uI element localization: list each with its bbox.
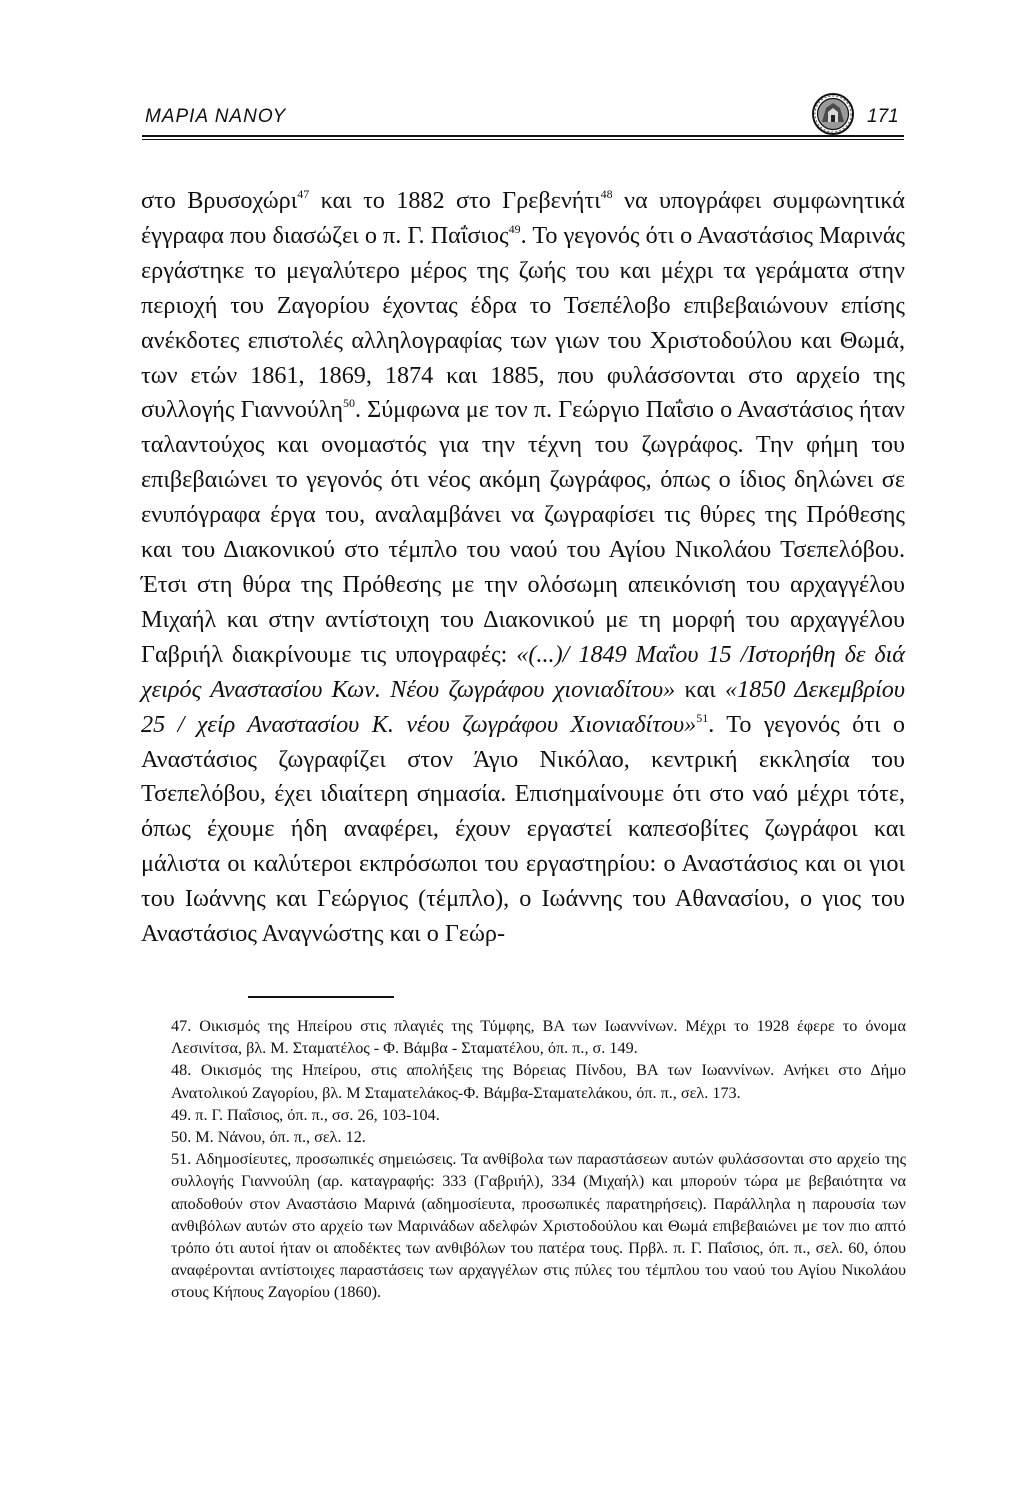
footnote-48: 48. Οικισμός της Ηπείρου, στις απολήξεις της Βόρειας Πίνδου, ΒΑ των Ιωαννίνων. Ανήκει στο Δήμο Ανατολικού Ζαγορίου, βλ. Μ Σταματελάκος-Φ. Βάμβα-Σταματελάκου, όπ. π., σελ. 173. xyxy=(171,1061,906,1102)
footnote-ref-51: 51 xyxy=(696,710,709,725)
running-header xyxy=(142,92,904,162)
inscription-quote-2: «1850 Δεκεμβρίου 25 / χείρ Αναστασίου Κ. νέου ζωγράφου Χιονιαδίτου» xyxy=(141,675,905,738)
body-text-run: . Το γεγονός ότι ο Αναστάσιος Μαρινάς εργάστηκε το μεγαλύτερο μέρος της ζωής του και μέχρι τα γεράματα στην περιοχή του Ζαγορίου έχοντας έδρα το Τσεπέλοβο επιβεβαιώνουν επίσης ανέκδοτες επιστολές αλληλογραφίας των γιων του Χριστοδούλου και Θωμά, των ετών 1861, 1869, 1874 και 1885, που φυλάσσονται στο αρχείο της συλλογής Γιαννούλη xyxy=(141,221,905,424)
header-rule xyxy=(142,135,904,137)
footnote-50: 50. Μ. Νάνου, όπ. π., σελ. 12. xyxy=(171,1128,366,1147)
footnote-separator xyxy=(248,996,394,998)
emblem-seal-icon xyxy=(811,92,855,136)
footnote-ref-49: 49 xyxy=(508,221,521,236)
body-text-run: . Το γεγονός ότι ο Αναστάσιος ζωγραφίζει στον Άγιο Νικόλαο, κεντρική εκκλησία του Τσεπελόβου, έχει ιδιαίτερη σημασία. Επισημαίνουμε ότι στο ναό μέχρι τότε, όπως έχουμε ήδη αναφέρει, έχουν εργαστεί καπεσοβίτες ζωγράφοι και μάλιστα οι καλύτεροι εκπρόσωποι του εργαστηρίου: ο Αναστάσιος και οι γιοι του Ιωάννης και Γεώργιος (τέμπλο), ο Ιωάννης του Αθανασίου, ο γιος του Αναστάσιος Αναγνώστης και ο Γεώρ- xyxy=(141,710,905,948)
inscription-quote-1: «(...)/ 1849 Μαΐου 15 /Ιστορήθη δε διά χειρός Αναστασίου Κων. Νέου ζωγράφου χιονιαδίτου» xyxy=(141,640,906,703)
body-text-run: . Σύμφωνα με τον π. Γεώργιο Παΐσιο ο Αναστάσιος ήταν ταλαντούχος και ονομαστός για την τέχνη του ζωγράφος. Την φήμη του επιβεβαιώνει το γεγονός ότι νέος ακόμη ζωγράφος, όπως ο ίδιος δηλώνει σε ενυπόγραφα έργα του, αναλαμβάνει να ζωγραφίσει τις θύρες της Πρόθεσης και του Διακονικού στο τέμπλο του ναού του Αγίου Νικολάου Τσεπελόβου. Έτσι στη θύρα της Πρόθεσης με την ολόσωμη απεικόνιση του αρχαγγέλου Μιχαήλ και στην αντίστοιχη του Διακονικού με τη μορφή του αρχαγγέλου Γαβριήλ διακρίνουμε τις υπογραφές: xyxy=(141,396,905,668)
page-number: 171 xyxy=(867,106,899,127)
footnote-47: 47. Οικισμός της Ηπείρου στις πλαγιές της Τύμφης, ΒΑ των Ιωαννίνων. Μέχρι το 1928 έφερε το όνομα Λεσινίτσα, βλ. Μ. Σταματέλος - Φ. Βάμβα - Σταματέλου, όπ. π., σ. 149. xyxy=(171,1017,906,1058)
body-text-run: να υπογράφει συμφωνητικά έγγραφα που διασώζει ο π. Γ. Παΐσιος xyxy=(141,187,905,249)
footnotes xyxy=(171,1015,906,1304)
header-rule-thin xyxy=(142,139,904,140)
header-author: ΜΑΡΙΑ ΝΑΝΟΥ xyxy=(145,106,287,127)
footnote-51: 51. Αδημοσίευτες, προσωπικές σημειώσεις. Τα ανθίβολα των παραστάσεων αυτών φυλάσσονται στο αρχείο της συλλογής Γιαννούλη (αρ. καταγραφής: 333 (Γαβριήλ), 334 (Μιχαήλ) και μπορούν τώρα με βεβαιότητα να αποδοθούν στον Αναστάσιο Μαρινά (αδημοσίευτα, προσωπικές παρατηρήσεις). Παράλληλα η παρουσία των ανθιβόλων αυτών στο αρχείο των Μαρινάδων αδελφών Χριστοδούλου και Θωμά επιβεβαιώνει με τον πιο απτό τρόπο ότι αυτοί ήταν οι αποδέκτες των ανθιβόλων του πατέρα τους. Πρβλ. π. Γ. Παΐσιος, όπ. π., σελ. 60, όπου αναφέρονται αντίστοιχες παραστάσεις των αρχαγγέλων στις πύλες του τέμπλου του ναού του Αγίου Νικολάου στους Κήπους Ζαγορίου (1860). xyxy=(171,1150,906,1302)
footnote-ref-47: 47 xyxy=(297,187,310,201)
body-text-run: και xyxy=(675,675,726,703)
footnote-ref-50: 50 xyxy=(343,396,355,411)
body-text-run: και το 1882 στο Γρεβενήτι xyxy=(309,187,601,214)
main-text xyxy=(141,184,905,952)
body-text-run: στο Βρυσοχώρι xyxy=(141,187,298,214)
footnote-ref-48: 48 xyxy=(600,187,613,201)
footnote-49: 49. π. Γ. Παΐσιος, όπ. π., σσ. 26, 103-104. xyxy=(171,1105,440,1124)
